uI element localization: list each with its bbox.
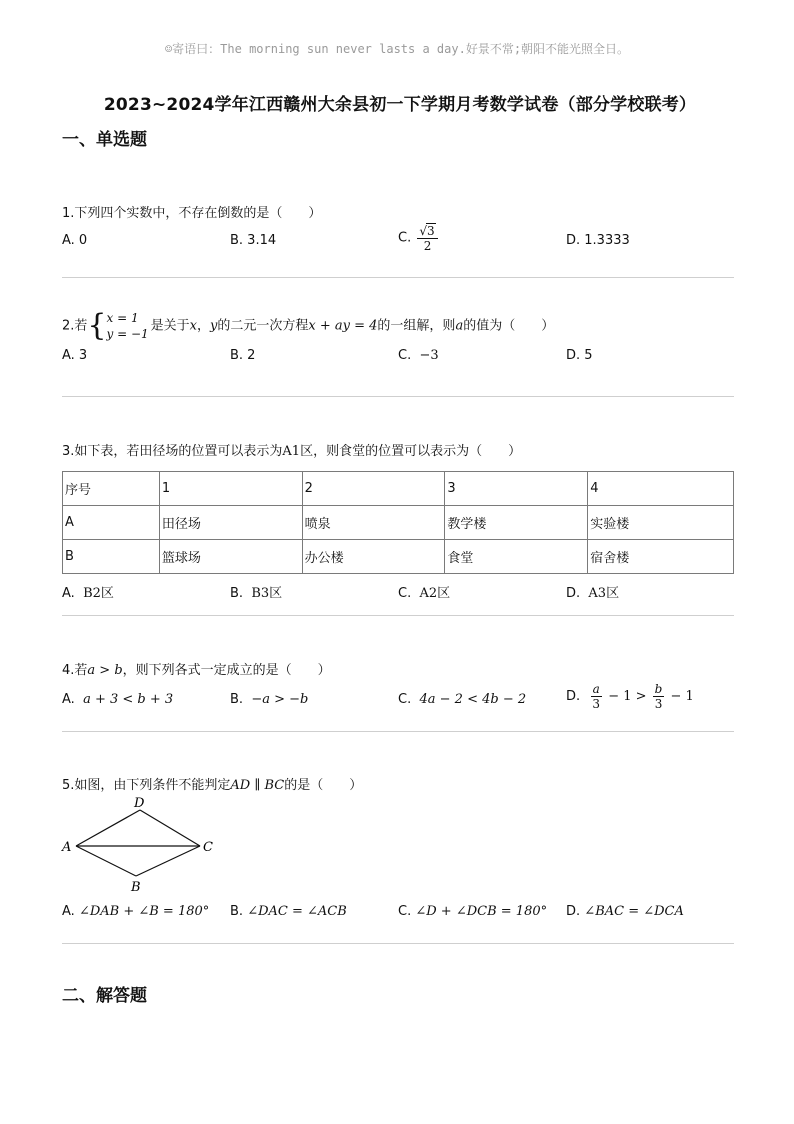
- option-label: C.: [398, 586, 412, 601]
- option-value: ∠D + ∠DCB = 180°: [415, 904, 548, 919]
- option-label: D.: [566, 689, 581, 704]
- question-2-stem: [62, 310, 734, 342]
- table-cell: 办公楼: [302, 540, 445, 574]
- option-value: 4a − 2 < 4b − 2: [419, 692, 527, 707]
- segment-ad: [76, 810, 140, 846]
- option-b[interactable]: B. 2: [230, 348, 256, 363]
- table-cell: 3: [445, 472, 588, 506]
- stem-text: 3.如下表，若田径场的位置可以表示为: [62, 444, 283, 459]
- stem-text: 5.如图，由下列条件不能判定: [62, 778, 231, 793]
- option-b[interactable]: B. 3.14: [230, 233, 277, 248]
- option-d[interactable]: [566, 582, 619, 601]
- table-row: [63, 540, 734, 574]
- option-c[interactable]: [398, 582, 450, 601]
- question-1-options: [62, 224, 734, 259]
- question-1-stem: 1.下列四个实数中，不存在倒数的是（ ）: [62, 206, 322, 221]
- option-d[interactable]: D. 5: [566, 348, 593, 363]
- table-cell: 序号: [63, 472, 160, 506]
- option-label: C.: [398, 904, 412, 919]
- option-label: B.: [230, 586, 244, 601]
- question-1: [62, 202, 734, 259]
- question-2: [62, 310, 734, 374]
- condition: a > b: [87, 663, 123, 678]
- option-value: ∠DAB + ∠B = 180°: [78, 904, 210, 919]
- fraction: [417, 223, 437, 253]
- option-value: A3区: [588, 586, 620, 601]
- system-line-2: y = −1: [106, 327, 149, 341]
- stem-text: ，: [197, 318, 211, 334]
- table-cell: 教学楼: [445, 506, 588, 540]
- option-label: B.: [230, 692, 244, 707]
- motto-header: ☺寄语曰：The morning sun never lasts a day.好景不常;朝阳不能光照全日。: [164, 42, 630, 56]
- equation: x + ay = 4: [308, 318, 378, 334]
- option-a[interactable]: [62, 904, 209, 919]
- option-value: B3区: [251, 586, 283, 601]
- denominator: 3: [592, 697, 601, 711]
- section-heading-answer: 二、解答题: [62, 986, 147, 1006]
- brace-icon: {: [87, 308, 107, 343]
- quadrilateral-figure: [58, 796, 228, 896]
- table-cell: 宿舍楼: [588, 540, 734, 574]
- option-c[interactable]: [398, 223, 440, 253]
- stem-text: 区，则食堂的位置可以表示为（ ）: [300, 444, 522, 459]
- variable: a: [455, 318, 464, 334]
- location-table: [62, 471, 734, 574]
- question-5-options-wrap: [62, 904, 734, 930]
- option-label: C.: [398, 692, 412, 707]
- option-label: A.: [62, 904, 75, 919]
- option-label: D.: [566, 586, 581, 601]
- option-label: B.: [230, 904, 244, 919]
- option-value: −a > −b: [251, 692, 309, 707]
- table-cell: A: [63, 506, 160, 540]
- option-label: C.: [398, 230, 412, 246]
- option-label: A.: [62, 586, 75, 601]
- question-4: [62, 659, 734, 718]
- vertex-label-b: B: [131, 880, 141, 895]
- segment-dc: [140, 810, 200, 846]
- option-value: − 1: [670, 689, 694, 704]
- question-3-options: [62, 582, 734, 608]
- table-cell: 2: [302, 472, 445, 506]
- option-d[interactable]: [566, 682, 694, 711]
- option-value: ∠BAC = ∠DCA: [584, 904, 684, 919]
- divider: [62, 943, 734, 944]
- vertex-label-c: C: [203, 840, 213, 855]
- question-2-options: [62, 348, 734, 374]
- vertex-label-d: D: [134, 796, 145, 811]
- denominator: 2: [423, 239, 432, 253]
- table-cell: 篮球场: [159, 540, 302, 574]
- option-c[interactable]: [398, 904, 547, 919]
- option-value: − 1 >: [608, 689, 647, 704]
- option-label: A.: [62, 692, 75, 707]
- vertex-label-a: A: [62, 840, 72, 855]
- variable: y: [210, 318, 218, 334]
- option-value: B2区: [83, 586, 114, 601]
- option-a[interactable]: [62, 582, 114, 601]
- variable: x: [189, 318, 198, 334]
- table-cell: 4: [588, 472, 734, 506]
- numerator: b: [654, 682, 663, 696]
- table-cell: B: [63, 540, 160, 574]
- option-b[interactable]: [230, 692, 308, 707]
- stem-text: 2.若: [62, 318, 88, 334]
- option-d[interactable]: [566, 904, 684, 919]
- question-5-options: [62, 904, 734, 930]
- denominator: 3: [654, 697, 663, 711]
- divider: [62, 615, 734, 616]
- stem-text: 的值为（ ）: [463, 318, 555, 334]
- option-label: D.: [566, 904, 581, 919]
- numerator: √3: [417, 223, 437, 239]
- stem-text: 是关于: [150, 318, 190, 334]
- divider: [62, 396, 734, 397]
- question-5-stem: [62, 774, 734, 793]
- table-cell: 食堂: [445, 540, 588, 574]
- fraction: [653, 682, 665, 711]
- option-c[interactable]: [398, 348, 439, 363]
- option-b[interactable]: [230, 904, 347, 919]
- segment-ab: [76, 846, 136, 876]
- section-heading-single-choice: 一、单选题: [62, 130, 147, 150]
- stem-text: 的二元一次方程: [217, 318, 309, 334]
- table-row: [63, 506, 734, 540]
- option-a[interactable]: [62, 692, 173, 707]
- segment-bc: [136, 846, 200, 876]
- question-3-stem: [62, 440, 734, 459]
- stem-text: 的是（ ）: [284, 778, 363, 793]
- option-value: −3: [419, 348, 439, 363]
- option-c[interactable]: [398, 692, 526, 707]
- option-value: ∠DAC = ∠ACB: [247, 904, 347, 919]
- table-cell: 实验楼: [588, 506, 734, 540]
- option-value: a + 3 < b + 3: [83, 692, 174, 707]
- fraction: [590, 682, 602, 711]
- position-code: A1: [282, 444, 301, 459]
- radicand: 3: [427, 224, 435, 238]
- option-d[interactable]: D. 1.3333: [566, 233, 630, 248]
- question-3: [62, 440, 734, 608]
- table-cell: 1: [159, 472, 302, 506]
- question-4-options: [62, 682, 734, 718]
- question-4-stem: [62, 659, 734, 678]
- option-a[interactable]: A. 3: [62, 348, 88, 363]
- equation-system: [87, 310, 148, 342]
- table-cell: 田径场: [159, 506, 302, 540]
- stem-text: 的一组解，则: [377, 318, 456, 334]
- option-a[interactable]: A. 0: [62, 233, 88, 248]
- table-header-row: [63, 472, 734, 506]
- condition: AD ∥ BC: [230, 778, 285, 793]
- system-line-1: x = 1: [106, 311, 139, 325]
- option-b[interactable]: [230, 582, 282, 601]
- question-5: [62, 774, 734, 793]
- numerator: a: [592, 682, 600, 696]
- table-cell: 喷泉: [302, 506, 445, 540]
- option-value: A2区: [419, 586, 451, 601]
- divider: [62, 731, 734, 732]
- stem-text: 4.若: [62, 663, 88, 678]
- page-title: 2023~2024学年江西赣州大余县初一下学期月考数学试卷（部分学校联考）: [103, 95, 697, 115]
- option-label: C.: [398, 348, 412, 363]
- divider: [62, 277, 734, 278]
- stem-text: ，则下列各式一定成立的是（ ）: [122, 663, 331, 678]
